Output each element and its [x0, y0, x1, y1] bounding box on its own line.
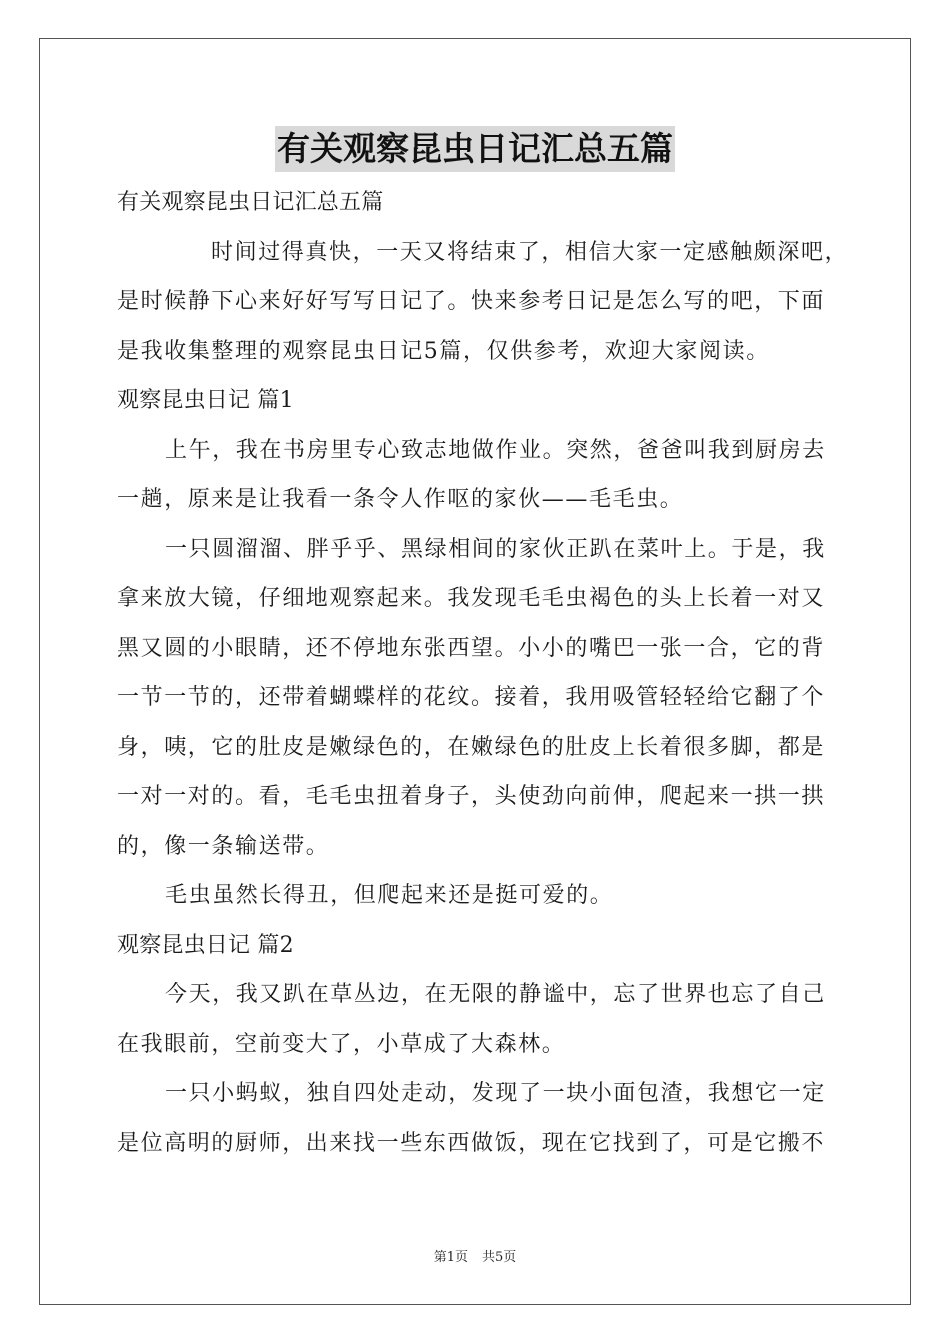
page-total: 共5页	[482, 1250, 517, 1265]
paragraph-line: 一节一节的，还带着蝴蝶样的花纹。接着，我用吸管轻轻给它翻了个	[117, 685, 826, 710]
paragraph-line: 毛虫虽然长得丑，但爬起来还是挺可爱的。	[165, 883, 614, 908]
paragraph-line: 黑又圆的小眼睛，还不停地东张西望。小小的嘴巴一张一合，它的背	[117, 635, 826, 661]
paragraph-line: 上午，我在书房里专心致志地做作业。突然，爸爸叫我到厨房去	[165, 437, 826, 463]
paragraph-line: 一只小蚂蚁，独自四处走动，发现了一块小面包渣，我想它一定	[165, 1081, 826, 1106]
paragraph-line: 拿来放大镜，仔细地观察起来。我发现毛毛虫褐色的头上长着一对又	[117, 586, 826, 611]
paragraph-line: 在我眼前，空前变大了，小草成了大森林。	[117, 1031, 566, 1057]
paragraph-line: 是位高明的厨师，出来找一些东西做饭，现在它找到了，可是它搬不	[117, 1130, 826, 1156]
section-heading-1: 观察昆虫日记 篇1	[117, 388, 294, 413]
paragraph-line: 身，咦，它的肚皮是嫩绿色的，在嫩绿色的肚皮上长着很多脚，都是	[117, 734, 826, 760]
section-heading-2: 观察昆虫日记 篇2	[117, 932, 294, 958]
document-title: 有关观察昆虫日记汇总五篇	[275, 126, 675, 172]
paragraph-line: 一对一对的。看，毛毛虫扭着身子，头使劲向前伸，爬起来一拱一拱	[117, 784, 826, 809]
paragraph-line: 今天，我又趴在草丛边，在无限的静谧中，忘了世界也忘了自己	[165, 982, 826, 1007]
intro-line: 是时候静下心来好好写写日记了。快来参考日记是怎么写的吧，下面	[117, 289, 826, 314]
page-number: 第1页	[433, 1250, 468, 1265]
page-footer	[0, 1246, 950, 1265]
paragraph-line: 一只圆溜溜、胖乎乎、黑绿相间的家伙正趴在菜叶上。于是，我	[165, 536, 826, 562]
title-container	[0, 126, 950, 172]
intro-line: 是我收集整理的观察昆虫日记5篇，仅供参考，欢迎大家阅读。	[117, 338, 770, 364]
intro-line: 时间过得真快，一天又将结束了，相信大家一定感触颇深吧，	[211, 239, 849, 265]
paragraph-line: 的，像一条输送带。	[117, 833, 330, 859]
document-subtitle: 有关观察昆虫日记汇总五篇	[117, 190, 384, 215]
paragraph-line: 一趟，原来是让我看一条令人作呕的家伙——毛毛虫。	[117, 487, 684, 512]
document-body	[117, 178, 849, 1168]
